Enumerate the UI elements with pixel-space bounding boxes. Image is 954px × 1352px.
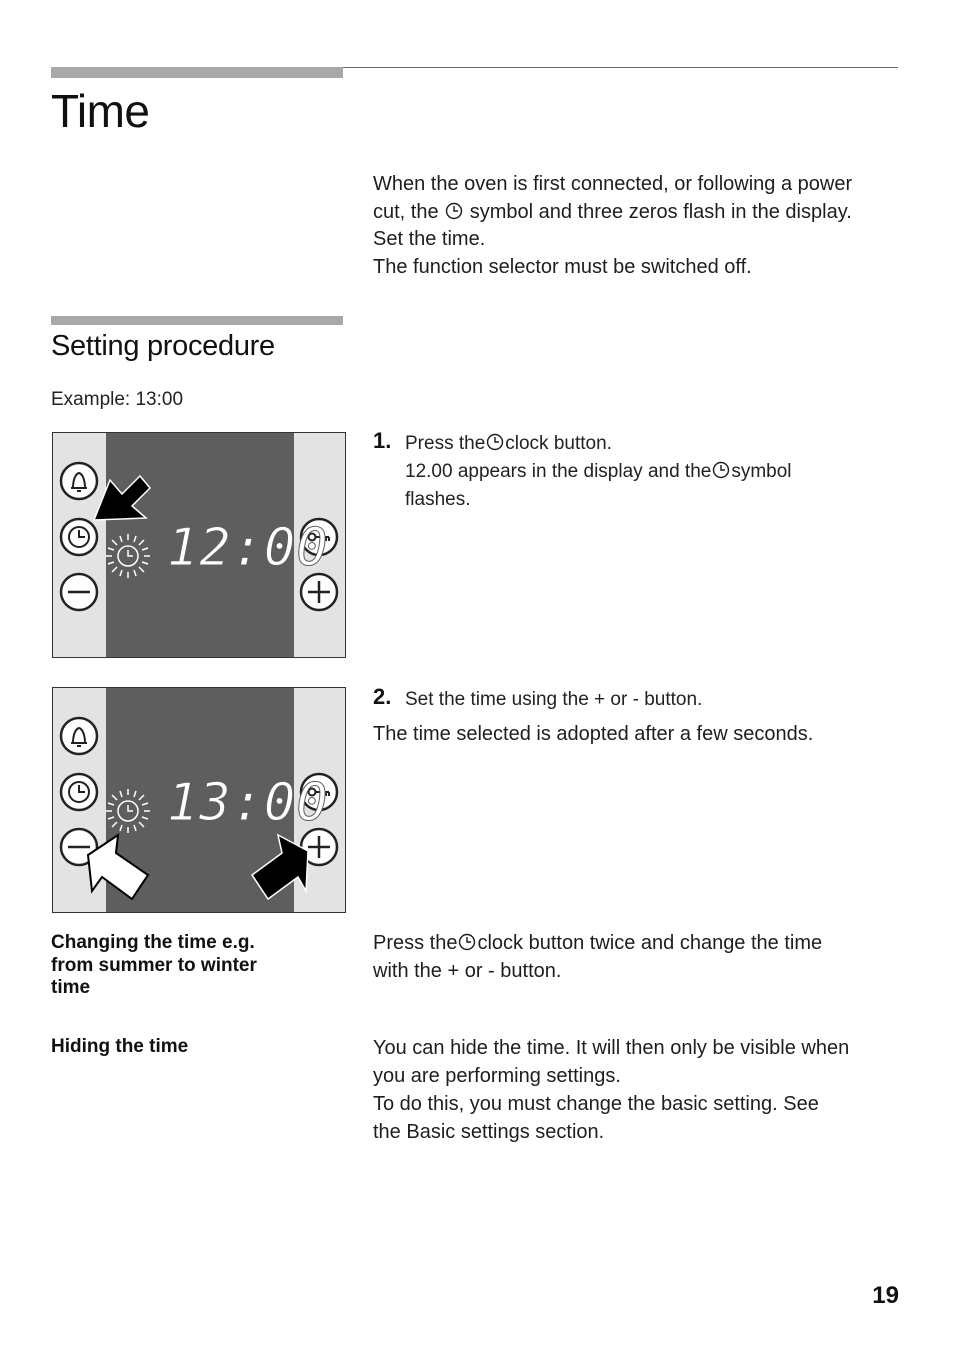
- display-time: 12:00: [167, 518, 329, 578]
- plus-icon: [301, 574, 337, 610]
- changing-time-heading: Changing the time e.g. from summer to winter time: [51, 932, 257, 998]
- intro-line-2: cut, the symbol and three zeros flash in the display.: [373, 200, 852, 223]
- intro-line-1: When the oven is first connected, or following a power: [373, 173, 853, 195]
- page-number: 19: [872, 1282, 899, 1309]
- clock-icon: [445, 202, 463, 220]
- header-rule-thin: [343, 67, 898, 68]
- changing-time-text: Press the clock button twice and change the time with the + or - button.: [373, 932, 823, 982]
- hiding-time-heading: Hiding the time: [51, 1036, 189, 1057]
- bell-icon: [61, 718, 97, 754]
- clock-icon: [61, 519, 97, 555]
- step-1-number: 1.: [373, 428, 392, 453]
- example-label: Example: 13:00: [51, 389, 184, 410]
- step-1-text: Press the clock button. 12.00 appears in the display and the symbol flashes.: [405, 433, 792, 510]
- page-title: Time: [51, 85, 150, 137]
- clock-icon: [712, 461, 730, 479]
- clock-icon: [458, 933, 476, 951]
- hiding-time-text: You can hide the time. It will then only be visible when you are performing settings. To do this, you must change the basic setting. See the Basic settings section.: [373, 1037, 850, 1143]
- header-rule-thick: [51, 67, 343, 78]
- section-title: Setting procedure: [51, 330, 275, 362]
- intro-line-4: The function selector must be switched off.: [373, 255, 752, 278]
- clock-icon: [61, 774, 97, 810]
- control-panel-step-2: [52, 687, 346, 913]
- intro-line-3: Set the time.: [373, 228, 486, 250]
- step-2-note: The time selected is adopted after a few seconds.: [373, 723, 814, 745]
- intro-paragraph: [373, 171, 913, 281]
- display-time: 13:00: [167, 773, 329, 833]
- minus-icon: [61, 574, 97, 610]
- step-2-number: 2.: [373, 684, 392, 709]
- section-rule: [51, 316, 343, 325]
- step-2-text: Set the time using the + or - button.: [405, 689, 703, 710]
- control-panel-step-1: [52, 432, 346, 658]
- bell-icon: [61, 463, 97, 499]
- clock-icon: [486, 433, 504, 451]
